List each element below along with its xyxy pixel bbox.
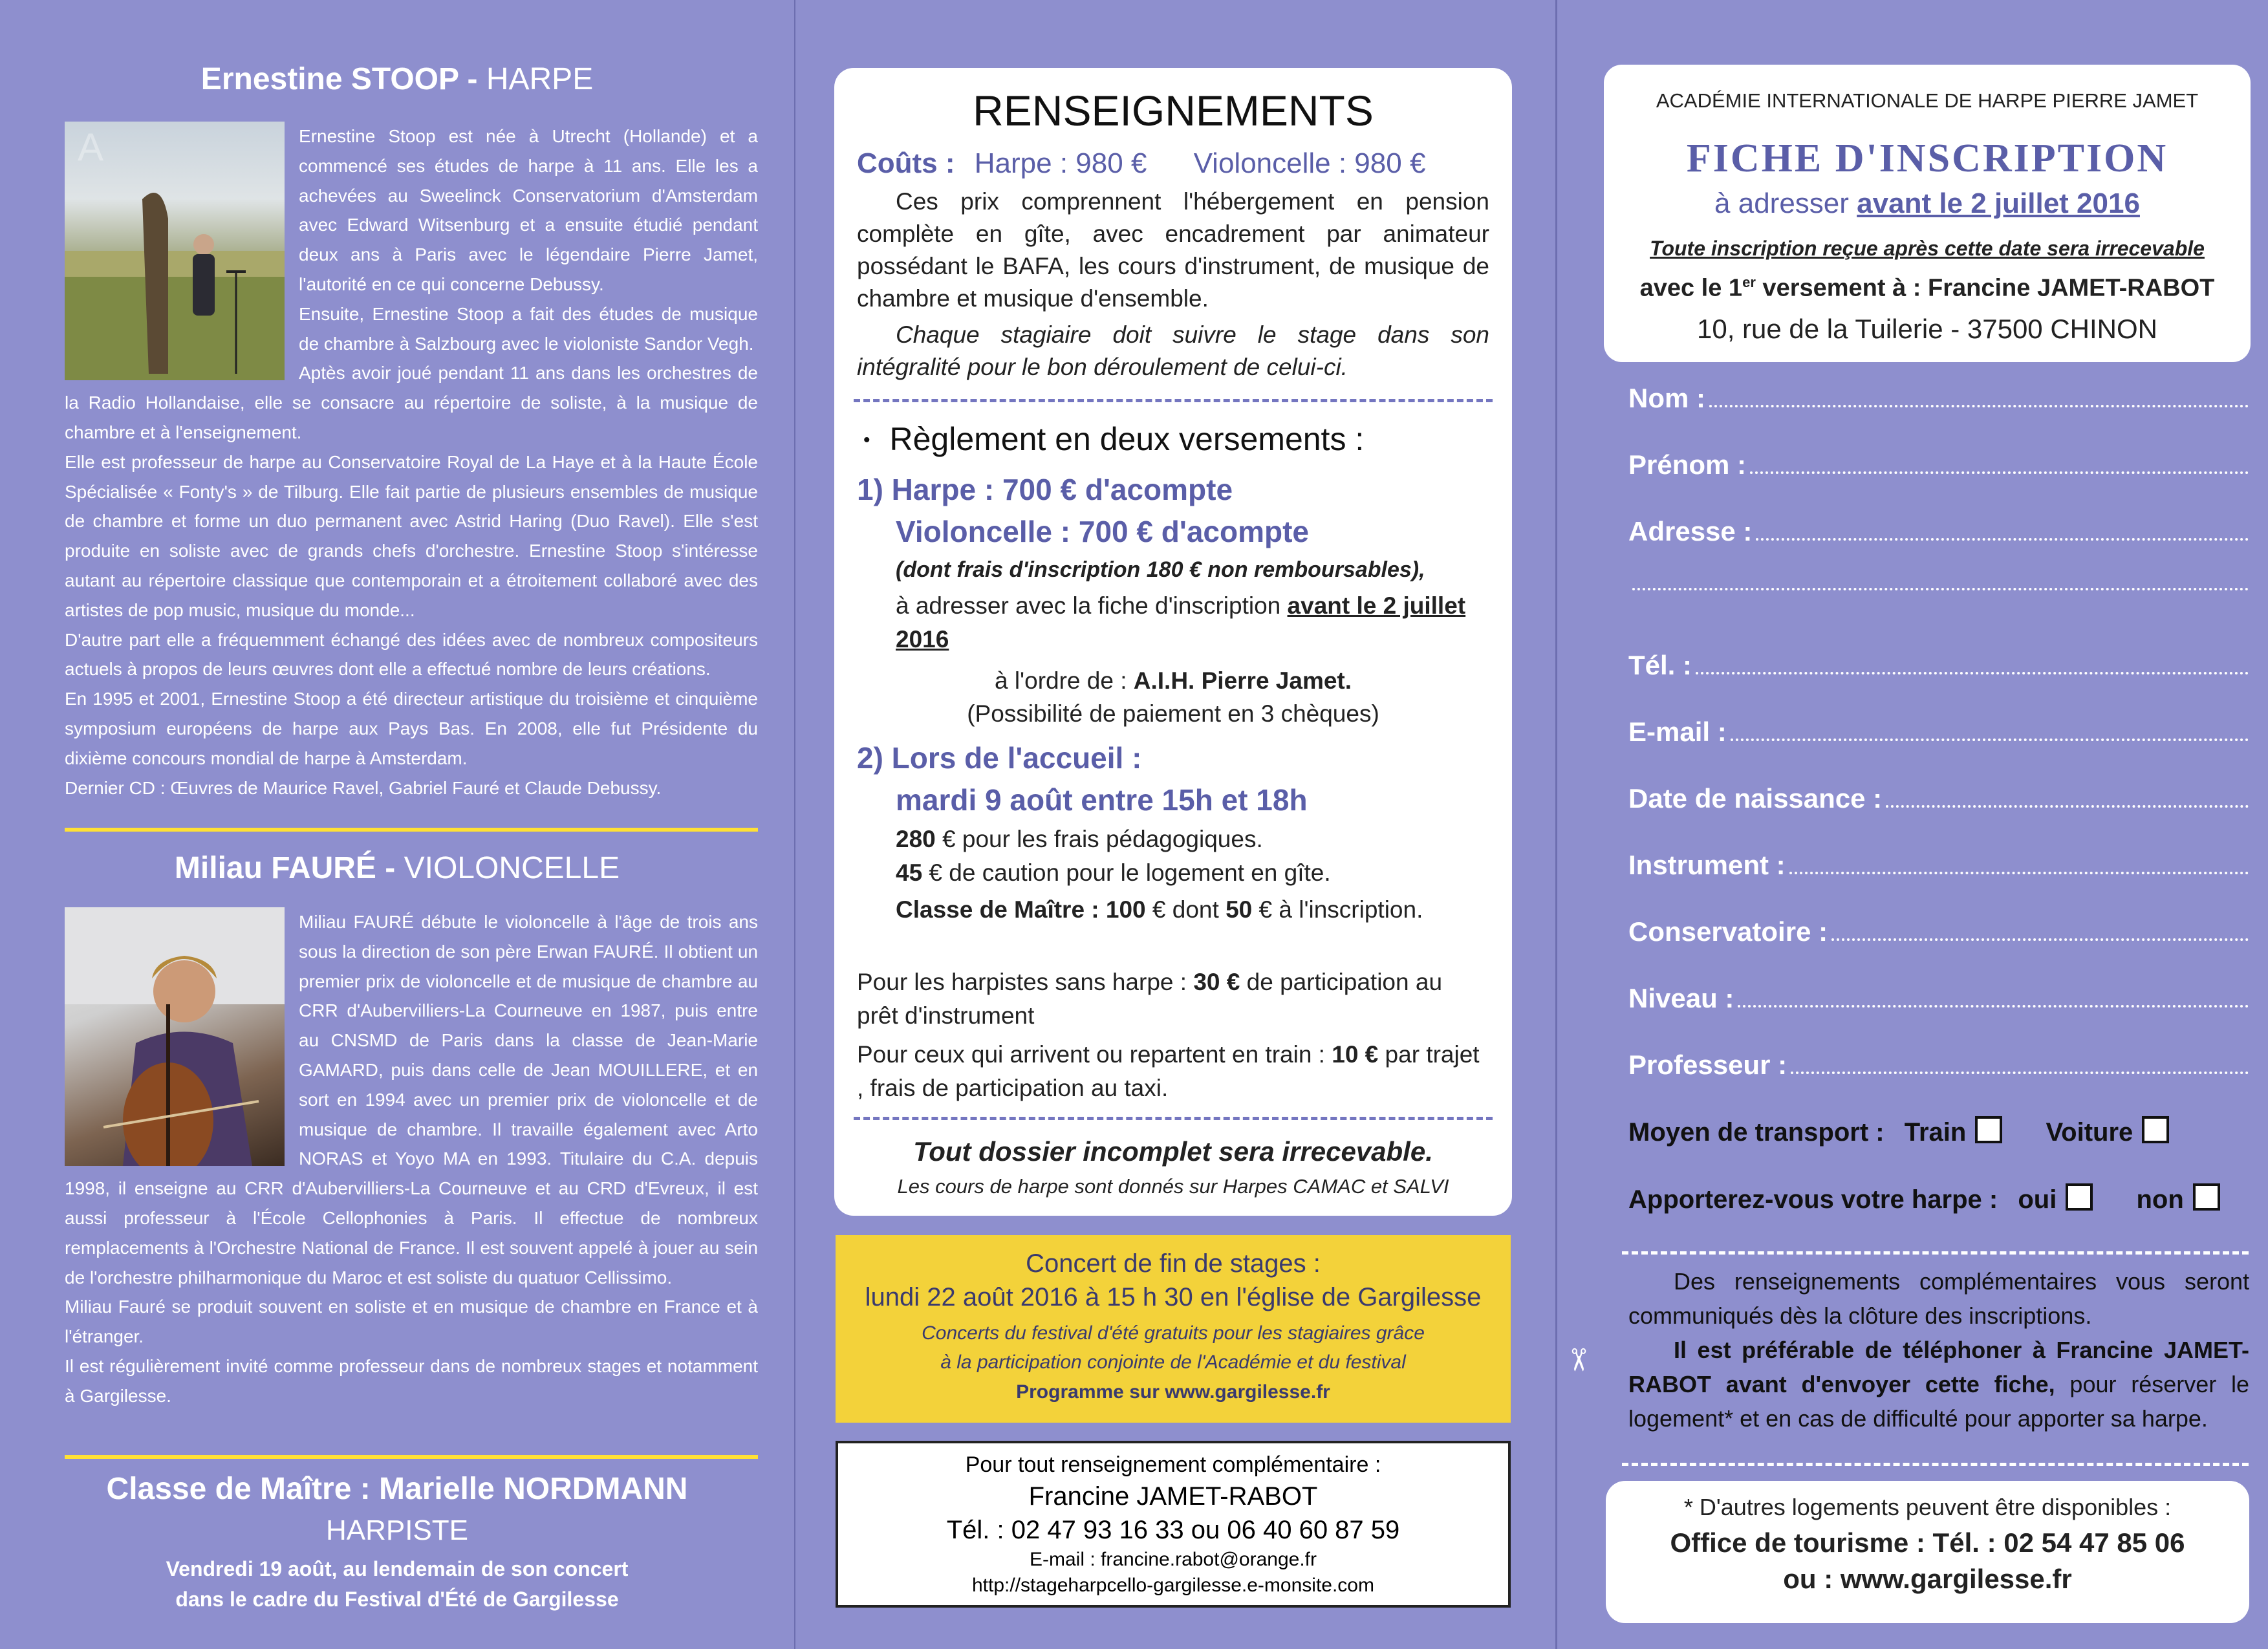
fiche-title: FICHE D'INSCRIPTION: [1686, 136, 2168, 180]
r2-date: mardi 9 août entre 15h et 18h: [896, 783, 1308, 817]
stoop-name: Ernestine STOOP: [200, 62, 459, 96]
prenom-field[interactable]: Prénom :: [1628, 449, 2249, 480]
right-panel: [1557, 0, 2268, 1649]
info-box: [834, 68, 1512, 1216]
harpe-row: Apporterez-vous votre harpe : oui non: [1628, 1183, 2220, 1214]
stoop-heading: Ernestine STOOP - HARPE: [200, 62, 594, 96]
master-heading: Classe de Maître : Marielle NORDMANN: [106, 1472, 688, 1506]
info-text-2: Il est préférable de téléphoner à Francine JAMET-RABOT avant d'envoyer cette fiche, pour réserver le logement* et en cas de difficulté pour apporter sa harpe.: [1628, 1337, 2250, 1432]
office-box: [1606, 1481, 2249, 1623]
instrument-field[interactable]: Instrument :: [1628, 850, 2249, 881]
r2-line1: 280 € pour les frais pédagogiques.: [896, 826, 1263, 852]
professeur-field[interactable]: Professeur :: [1628, 1050, 2249, 1081]
contact-name: Francine JAMET-RABOT: [1028, 1482, 1318, 1511]
sans-harpe-text: Pour les harpistes sans harpe : 30 € de participation au prêt d'instrument: [857, 969, 1443, 1029]
divider: [65, 828, 758, 832]
r2-line2: 45 € de caution pour le logement en gîte.: [896, 859, 1331, 886]
left-panel: [0, 0, 794, 1649]
harpist-image: [65, 122, 285, 380]
master-name: Marielle NORDMANN: [379, 1472, 688, 1506]
tel-field[interactable]: Tél. :: [1628, 650, 2249, 681]
cut-line: [1622, 1251, 2249, 1255]
contact-url[interactable]: http://stageharpcello-gargilesse.e-monsite.com: [972, 1575, 1374, 1596]
r1-adresser: à adresser avec la fiche d'inscription avant le 2 juillet 2016: [896, 592, 1466, 652]
faure-photo: [65, 907, 285, 1166]
ordre-line: à l'ordre de : A.I.H. Pierre Jamet.: [994, 667, 1352, 694]
dashed-divider: [1622, 1463, 2249, 1466]
stagiaire-text: Chaque stagiaire doit suivre le stage dans son intégralité pour le bon déroulement de celui-ci.: [857, 321, 1489, 380]
concert-title: Concert de fin de stages :: [1026, 1249, 1321, 1278]
cheques-line: (Possibilité de paiement en 3 chèques): [967, 700, 1379, 727]
train-checkbox[interactable]: [1975, 1116, 2002, 1143]
nom-field[interactable]: Nom :: [1628, 383, 2249, 414]
r1-harpe: 1) Harpe : 700 € d'acompte: [857, 473, 1233, 506]
info-title: RENSEIGNEMENTS: [973, 87, 1374, 135]
cellist-image: [65, 907, 285, 1166]
couts-line: Coûts : Harpe : 980 € Violoncelle : 980 €: [857, 147, 1426, 179]
concert-line1: Concerts du festival d'été gratuits pour les stagiaires grâce: [922, 1322, 1425, 1344]
dashed-divider: [854, 1117, 1493, 1120]
info-text-1: Des renseignements complémentaires vous seront communiqués dès la clôture des inscriptions.: [1628, 1268, 2249, 1329]
email-field[interactable]: E-mail :: [1628, 717, 2249, 748]
adresse-field[interactable]: Adresse :: [1628, 516, 2249, 547]
transport-row: Moyen de transport : Train Voiture: [1628, 1116, 2169, 1147]
master-line1: Vendredi 19 août, au lendemain de son concert: [166, 1557, 629, 1580]
oui-checkbox[interactable]: [2066, 1183, 2093, 1211]
camac-text: Les cours de harpe sont donnés sur Harpes CAMAC et SALVI: [897, 1175, 1449, 1198]
website-line[interactable]: ou : www.gargilesse.fr: [1783, 1564, 2072, 1594]
logements-line: * D'autres logements peuvent être disponibles :: [1683, 1494, 2172, 1520]
stoop-bio: A Ernestine Stoop est née à Utrecht (Hollande) et a commencé ses études de harpe à 11 ans. Elle les a achevées au Sweelinck Conservatorium d'Amsterdam avec Edward Witsenburg et a ensuite étudié pendant deux ans à Paris avec le légendaire Pierre Jamet, l'autorité en ce qui concerne Debussy. Ensuite, Ernestine Stoop a fait des études de musique de chambre à Salzbourg avec le violoniste Sandor Vegh. Aptès avoir joué pendant 11 ans dans les orchestres de la Radio Hollandaise, elle se consacre au répertoire de soliste, à la musique de chambre et à l'enseignement. Elle est professeur de harpe au Conservatoire Royal de La Haye et à la Haute École Spécialisée « Fonty's » de Tilburg. Elle fait partie de plusieurs ensembles de musique de chambre et forme un duo permanent avec Astrid Haring (Duo Ravel). Elle s'est produite en soliste avec de grands chefs d'orchestre. Ernestine Stoop s'intéresse autant au répertoire classique que contemporain et a étroitement collaboré avec des artistes de pop music, musique du monde... D'autre part elle a fréquemment échangé des idées avec de nombreux compositeurs actuels à propos de leurs œuvres dont elle a effectué nombre de leurs créations. En 1995 et 2001, Ernestine Stoop a été directeur artistique du troisième et cinquième symposium européens de harpe aux Pays Bas. En 2008, elle fut Présidente du dixième concours mondial de harpe à Amsterdam. Dernier CD : Œuvres de Maurice Ravel, Gabriel Fauré et Claude Debussy.: [65, 122, 758, 803]
adresse-field-line2[interactable]: [1628, 579, 2249, 590]
niveau-field[interactable]: Niveau :: [1628, 983, 2249, 1014]
contact-email[interactable]: E-mail : francine.rabot@orange.fr: [1030, 1549, 1317, 1570]
concert-line2: à la participation conjointe de l'Académie et du festival: [940, 1352, 1406, 1373]
faure-bio: Miliau FAURÉ débute le violoncelle à l'âge de trois ans sous la direction de son père Erwan FAURÉ. Il obtient un premier prix de violoncelle et de musique de chambre au CRR d'Aubervilliers-La Courneuve en 1987, puis entre au CNSMD de Paris dans la classe de Jean-Marie GAMARD, puis dans celle de Jean MOUILLERE, et en sort en 1994 avec un premier prix de violoncelle et de musique de chambre. Il travaille également avec Arto NORAS et Yoyo MA en 1993. Titulaire du C.A. depuis 1998, il enseigne au CRR d'Aubervilliers-La Courneuve et au CRD d'Evreux, il est aussi professeur à l'École Cellophonies à Paris. Il effectue de nombreux remplacements à l'Orchestre National de France. Il est souvent appelé à jouer au sein de l'orchestre philharmonique du Maroc et est soliste du quatuor Cellissimo. Miliau Fauré se produit souvent en soliste et en musique de chambre en France et à l'étranger. Il est régulièrement invité comme professeur dans de nombreux stages et notamment à Gargilesse.: [65, 907, 758, 1411]
conservatoire-field[interactable]: Conservatoire :: [1628, 916, 2249, 947]
concert-box: [836, 1235, 1511, 1423]
svg-text:A: A: [78, 125, 104, 169]
contact-intro: Pour tout renseignement complémentaire :: [965, 1452, 1381, 1477]
adresse-line: 10, rue de la Tuilerie - 37500 CHINON: [1696, 314, 2157, 344]
adresser-line: à adresser avant le 2 juillet 2016: [1714, 188, 2140, 219]
divider: [65, 1455, 758, 1459]
concert-date: lundi 22 août 2016 à 15 h 30 en l'église de Gargilesse: [865, 1283, 1482, 1311]
concert-programme: Programme sur www.gargilesse.fr: [1016, 1381, 1330, 1403]
fiche-header-box: [1604, 65, 2251, 362]
scissors-icon: ✂: [1561, 1346, 1595, 1374]
faure-name: Miliau FAURÉ: [174, 851, 376, 885]
faure-heading: Miliau FAURÉ - VIOLONCELLE: [174, 851, 620, 885]
toute-inscription: Toute inscription reçue après cette date sera irrecevable: [1650, 237, 2205, 260]
birthdate-field[interactable]: Date de naissance :: [1628, 783, 2249, 814]
contact-tel: Tél. : 02 47 93 16 33 ou 06 40 60 87 59: [946, 1516, 1400, 1544]
r1-violon: Violoncelle : 700 € d'acompte: [896, 515, 1309, 548]
r2-title: 2) Lors de l'accueil :: [857, 741, 1142, 775]
middle-panel: [795, 0, 1555, 1649]
academie-line: ACADÉMIE INTERNATIONALE DE HARPE PIERRE JAMET: [1656, 89, 2199, 112]
train-text: Pour ceux qui arrivent ou repartent en train : 10 € par trajet , frais de participation au taxi.: [857, 1041, 1480, 1101]
office-line: Office de tourisme : Tél. : 02 54 47 85 06: [1670, 1527, 2185, 1558]
versement-line: avec le 1er versement à : Francine JAMET-RABOT: [1639, 274, 2215, 302]
incomplet-text: Tout dossier incomplet sera irrecevable.: [913, 1136, 1433, 1167]
prix-text: Ces prix comprennent l'hébergement en pension complète en gîte, avec encadrement par animateur possédant le BAFA, les cours d'instrument, de musique de chambre et musique d'ensemble.: [857, 188, 1489, 312]
stoop-role: HARPE: [486, 62, 594, 96]
faure-role: VIOLONCELLE: [404, 851, 620, 885]
dashed-divider: [854, 399, 1493, 402]
r1-frais: (dont frais d'inscription 180 € non remboursables),: [896, 557, 1425, 582]
reglement-title: • Règlement en deux versements :: [863, 421, 1365, 457]
contact-box: [836, 1441, 1511, 1608]
voiture-checkbox[interactable]: [2142, 1116, 2169, 1143]
master-line2: dans le cadre du Festival d'Été de Gargilesse: [175, 1588, 619, 1611]
stoop-photo: [65, 122, 285, 380]
r2-line3: Classe de Maître : 100 € dont 50 € à l'inscription.: [896, 896, 1423, 923]
non-checkbox[interactable]: [2193, 1183, 2220, 1211]
master-role: HARPISTE: [325, 1514, 469, 1546]
